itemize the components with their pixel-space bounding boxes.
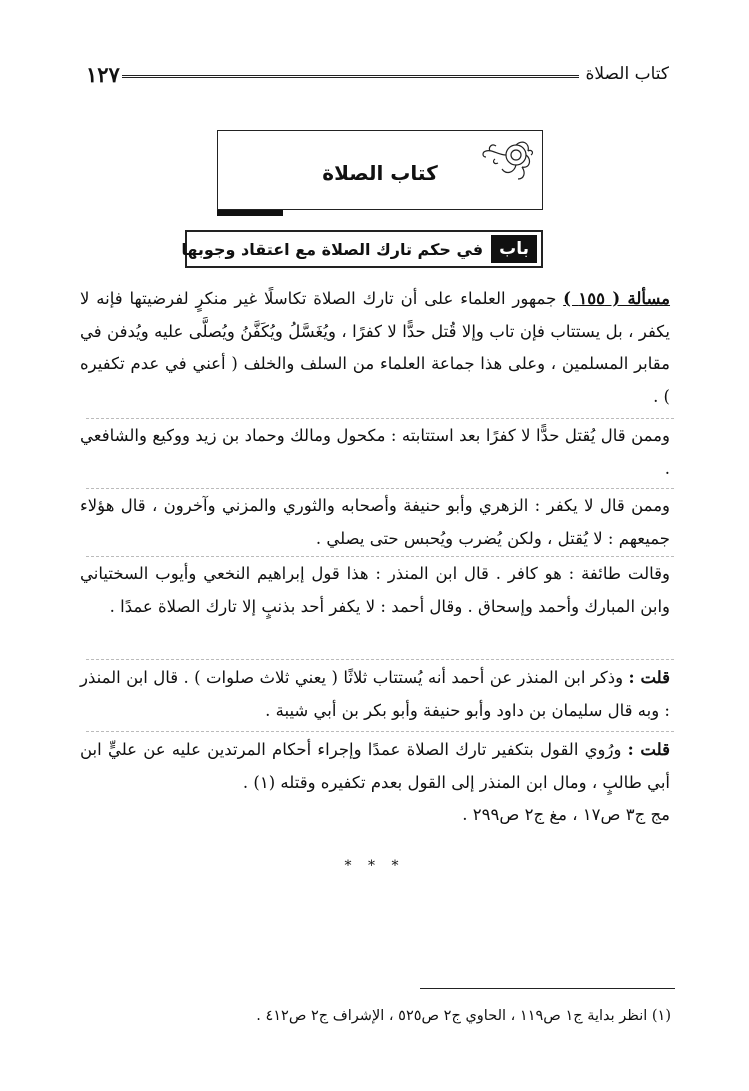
masala-lead: مسألة ( ١٥٥ ): [563, 289, 671, 308]
qultu-lead: قلت :: [627, 740, 670, 759]
paragraph-5: [80, 662, 670, 727]
paragraph-1: [80, 283, 670, 413]
footnote-rule: [420, 988, 675, 989]
section-divider: [86, 731, 674, 732]
header-title: كتاب الصلاة: [585, 64, 669, 84]
section-divider: [86, 488, 674, 489]
section-divider: [86, 659, 674, 660]
paragraph-text: ورُوي القول بتكفير تارك الصلاة عمدًا وإجراء أحكام المرتدين عليه عن عليٍّ ابن أبي طالبٍ ، ومال ابن المنذر إلى القول بعدم تكفيره وقتله (١) . مج ج٣ ص١٧ ، مغ ج٢ ص٢٩٩ .: [80, 740, 670, 824]
qultu-lead: قلت :: [628, 668, 670, 687]
paragraph-text: وقالت طائفة : هو كافر . قال ابن المنذر : هذا قول إبراهيم النخعي وأيوب السختياني وابن المبارك وأحمد وإسحاق . وقال أحمد : لا يكفر أحد بذنبٍ إلا تارك الصلاة عمدًا .: [80, 564, 670, 616]
paragraph-text: جمهور العلماء على أن تارك الصلاة تكاسلًا غير منكرٍ لفرضيتها فإنه لا يكفر ، بل يستتاب فإن تاب وإلا قُتل حدًّا لا كفرًا ، ويُغَسَّلُ ويُكَفَّنُ ويُصلَّى عليه ويُدفن في مقابر المسلمين ، وعلى هذا جماعة العلماء من السلف والخلف ( أعني في عدم تكفيره ) .: [80, 289, 670, 406]
chapter-title: كتاب الصلاة: [322, 161, 438, 185]
chapter-title-box: [217, 130, 543, 210]
paragraph-2: [80, 420, 670, 485]
paragraph-text: وذكر ابن المنذر عن أحمد أنه يُستتاب ثلاثًا ( يعني ثلاث صلوات ) . قال ابن المنذر : وبه قال سليمان بن داود وأبو حنيفة وأبو بكر بن أبي شيبة .: [80, 668, 670, 720]
paragraph-3: [80, 490, 670, 555]
bab-label: باب: [491, 235, 537, 263]
chapter-box-shadow: [217, 210, 283, 216]
section-divider: [86, 556, 674, 557]
footnote: (١) انظر بداية ج١ ص١١٩ ، الحاوي ج٢ ص٥٢٥ ، الإشراف ج٢ ص٤١٢ .: [256, 1008, 671, 1024]
paragraph-4: [80, 558, 670, 623]
page-number: ١٢٧: [86, 62, 120, 87]
paragraph-6: [80, 734, 670, 832]
bab-heading: [181, 230, 543, 268]
section-separator: * * *: [344, 858, 405, 874]
section-divider: [86, 418, 674, 419]
bab-title: في حكم تارك الصلاة مع اعتقاد وجوبها: [181, 239, 484, 259]
header-rule: [122, 75, 579, 80]
paragraph-text: وممن قال لا يكفر : الزهري وأبو حنيفة وأصحابه والثوري والمزني وآخرون ، قال هؤلاء جميعهم : لا يُقتل ، ولكن يُضرب ويُحبس حتى يصلي .: [80, 496, 670, 548]
paragraph-text: وممن قال يُقتل حدًّا لا كفرًا بعد استتابته : مكحول ومالك وحماد بن زيد ووكيع والشافعي .: [80, 426, 670, 478]
